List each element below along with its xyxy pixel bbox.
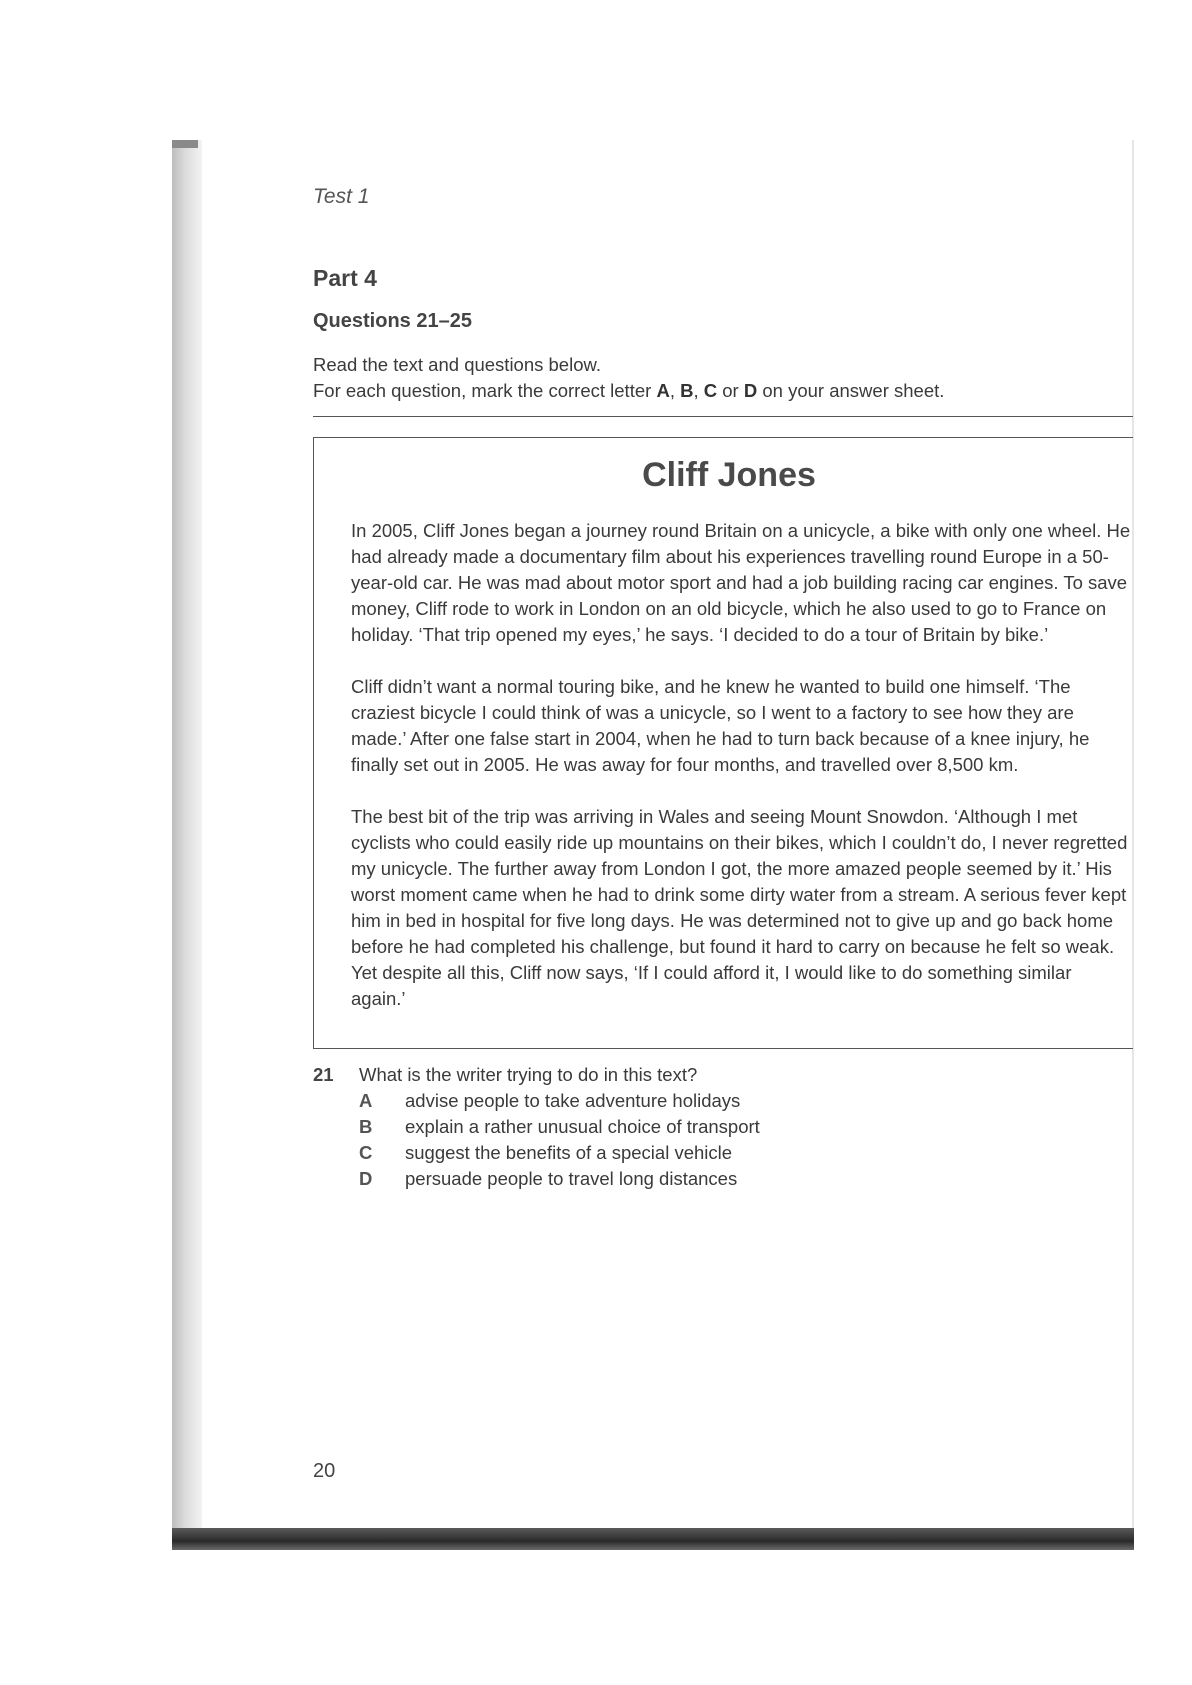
letter-c: C	[703, 380, 718, 401]
option-d	[359, 1166, 1013, 1192]
option-letter: D	[359, 1168, 373, 1189]
question-number: 21	[313, 1064, 334, 1085]
scan-shadow-bottom	[172, 1528, 1134, 1550]
question-text: What is the writer trying to do in this text?	[359, 1064, 698, 1085]
article-box	[313, 437, 1133, 1049]
questions-range: Questions 21–25	[313, 310, 472, 332]
page-number: 20	[313, 1460, 336, 1482]
option-text: advise people to take adventure holidays	[405, 1090, 741, 1111]
running-head: Test 1	[313, 185, 370, 208]
instructions-line-2: For each question, mark the correct letter A, B, C or D on your answer sheet.	[313, 380, 945, 401]
letter-b: B	[680, 380, 694, 401]
option-text: explain a rather unusual choice of transport	[405, 1116, 760, 1137]
article-paragraph-2: Cliff didn’t want a normal touring bike, and he knew he wanted to build one himself. ‘The craziest bicycle I could think of was a unicycle, so I went to a factory to see how they are made.’ After one false start in 2004, when he had to turn back because of a knee injury, he finally set out in 2005. He was away for four months, and travelled over 8,500 km.	[351, 676, 1090, 775]
letter-a: A	[656, 380, 670, 401]
article-paragraph-1: In 2005, Cliff Jones began a journey round Britain on a unicycle, a bike with only one wheel. He had already made a documentary film about his experiences travelling round Europe in a 50-year-old car. He was mad about motor sport and had a job building racing car engines. To save money, Cliff rode to work in London on an old bicycle, which he also used to go to France on holiday. ‘That trip opened my eyes,’ he says. ‘I decided to do a tour of Britain by bike.’	[351, 520, 1131, 645]
instructions-line-1: Read the text and questions below.	[313, 354, 601, 375]
article-paragraph-3: The best bit of the trip was arriving in Wales and seeing Mount Snowdon. ‘Although I met cyclists who could easily ride up mountains on their bikes, which I couldn’t do, I never regretted my unicycle. The further away from London I got, the more amazed people seemed by it.’ His worst moment came when he had to drink some dirty water from a stream. A serious fever kept him in bed in hospital for five long days. He was determined not to give up and go back home before he had completed his challenge, but found it hard to carry on because he felt so weak. Yet despite all this, Cliff now says, ‘If I could afford it, I would like to do something similar again.’	[351, 806, 1128, 1009]
option-c	[359, 1140, 1013, 1166]
scan-shadow-left	[172, 140, 202, 1540]
instructions	[313, 352, 944, 404]
option-letter: A	[359, 1090, 373, 1111]
part-title: Part 4	[313, 265, 377, 291]
option-letter: B	[359, 1116, 373, 1137]
scan-shadow-corner	[172, 140, 198, 148]
option-text: suggest the benefits of a special vehicle	[405, 1142, 733, 1163]
divider-rule	[313, 416, 1133, 417]
article-body	[351, 518, 1131, 1038]
option-b	[359, 1114, 1013, 1140]
question-21	[313, 1062, 1013, 1192]
option-letter: C	[359, 1142, 373, 1163]
letter-d: D	[743, 380, 758, 401]
article-title: Cliff Jones	[642, 456, 816, 494]
option-text: persuade people to travel long distances	[405, 1168, 738, 1189]
answer-options	[359, 1088, 1013, 1192]
question-stem	[313, 1062, 1013, 1088]
option-a	[359, 1088, 1013, 1114]
